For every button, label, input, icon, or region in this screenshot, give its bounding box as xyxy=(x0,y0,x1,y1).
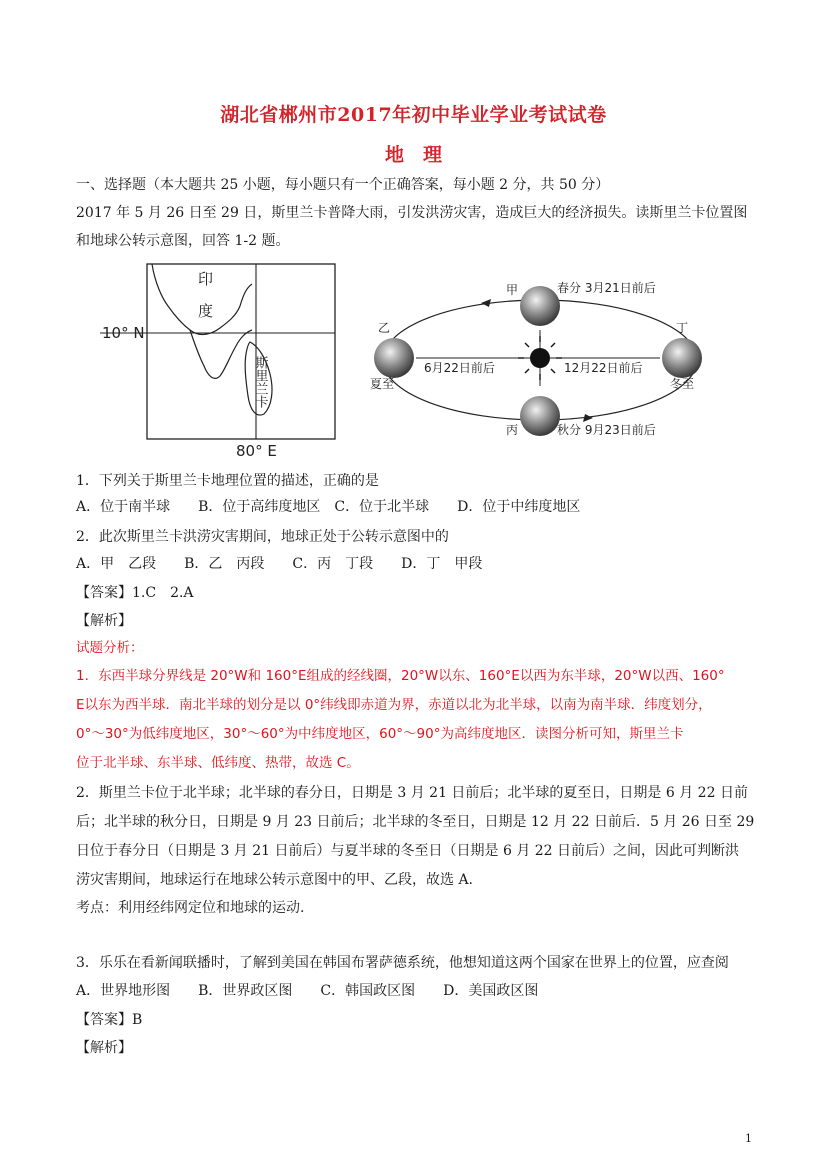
label-winter-date: 12月22日前后 xyxy=(564,361,643,375)
label-yin: 印 xyxy=(198,270,214,288)
label-summer: 夏至 xyxy=(370,377,395,391)
analysis-line: 涝灾害期间，地球运行在地球公转示意图中的甲、乙段，故选 A. xyxy=(76,872,474,888)
q3-stem: 3．乐乐在看新闻联播时，了解到美国在韩国布署萨德系统，他想知道这两个国家在世界上的位置，应查阅 xyxy=(76,955,729,971)
india-coast-south xyxy=(190,330,252,378)
analysis-line: 2．斯里兰卡位于北半球；北半球的春分日，日期是 3 月 21 日前后；北半球的夏至日，日期是 6 月 22 日前 xyxy=(76,785,748,801)
analysis-red-line: 位于北半球、东半球、低纬度、热带，故选 C。 xyxy=(76,755,360,771)
analysis-label-3: 【解析】 xyxy=(76,1040,132,1056)
earth-bing-icon xyxy=(520,396,560,436)
answer-3: 【答案】B xyxy=(76,1012,143,1028)
label-du: 度 xyxy=(198,302,214,320)
analysis-title: 试题分析： xyxy=(76,640,144,656)
intro-line-2: 和地球公转示意图，回答 1-2 题。 xyxy=(76,233,290,249)
earth-ding-icon xyxy=(662,338,702,378)
earth-jia-icon xyxy=(520,286,560,326)
kaodian: 考点：利用经纬网定位和地球的运动. xyxy=(76,900,305,916)
intro-line-1: 2017 年 5 月 26 日至 29 日，斯里兰卡普降大雨，引发洪涝灾害，造成巨大的经济损失。读斯里兰卡位置图 xyxy=(76,205,748,221)
orbit-diagram xyxy=(360,272,720,444)
analysis-line: 后；北半球的秋分日，日期是 9 月 23 日前后；北半球的冬至日，日期是 12 月 22 日前后．5 月 26 日至 29 xyxy=(76,814,755,830)
section-heading: 一、选择题（本大题共 25 小题，每小题只有一个正确答案，每小题 2 分，共 50 分） xyxy=(76,177,610,193)
page-title: 湖北省郴州市2017年初中毕业学业考试试卷 xyxy=(220,104,607,126)
orbit-arrow-bottom xyxy=(583,414,593,422)
sun-icon xyxy=(530,348,550,368)
analysis-red-line: E以东为西半球．南北半球的划分是以 0°纬线即赤道为界，赤道以北为北半球，以南为南半球．纬度划分， xyxy=(76,697,712,713)
label-bing: 丙 xyxy=(506,423,519,437)
q1-options: A．位于南半球 B．位于高纬度地区 C．位于北半球 D．位于中纬度地区 xyxy=(76,499,581,515)
analysis-red-line: 1．东西半球分界线是 20°W和 160°E组成的经线圈，20°W以东、160°E以西为东半球，20°W以西、160° xyxy=(76,668,725,684)
lat-label: 10° N xyxy=(102,324,145,342)
q2-options: A．甲 乙段 B．乙 丙段 C．丙 丁段 D．丁 甲段 xyxy=(76,556,483,572)
label-winter: 冬至 xyxy=(670,377,695,391)
label-autumn: 秋分 9月23日前后 xyxy=(557,423,656,437)
label-yi: 乙 xyxy=(378,321,391,335)
country-label: 斯里兰卡 xyxy=(252,356,268,408)
analysis-line: 日位于春分日（日期是 3 月 21 日前后）与夏半球的冬至日（日期是 6 月 22 日前后）之间，因此可判断洪 xyxy=(76,843,740,859)
label-spring: 春分 3月21日前后 xyxy=(557,281,656,295)
q1-stem: 1．下列关于斯里兰卡地理位置的描述，正确的是 xyxy=(76,473,379,489)
answer-1: 【答案】1.C 2.A xyxy=(76,585,194,601)
q3-options: A．世界地形图 B．世界政区图 C．韩国政区图 D．美国政区图 xyxy=(76,983,539,999)
subject-title: 地 理 xyxy=(384,144,442,166)
label-ding: 丁 xyxy=(676,321,689,335)
orbit-arrow-top xyxy=(481,299,491,307)
label-jia: 甲 xyxy=(506,283,519,297)
analysis-label-1: 【解析】 xyxy=(76,613,132,629)
earth-yi-icon xyxy=(374,338,414,378)
sri-lanka-map xyxy=(100,258,340,458)
lon-label: 80° E xyxy=(236,442,277,458)
q2-stem: 2．此次斯里兰卡洪涝灾害期间，地球正处于公转示意图中的 xyxy=(76,529,449,545)
analysis-red-line: 0°～30°为低纬度地区，30°～60°为中纬度地区，60°～90°为高纬度地区．读图分析可知，斯里兰卡 xyxy=(76,726,684,742)
label-summer-date: 6月22日前后 xyxy=(424,361,495,375)
page-number: 1 xyxy=(745,1132,752,1145)
